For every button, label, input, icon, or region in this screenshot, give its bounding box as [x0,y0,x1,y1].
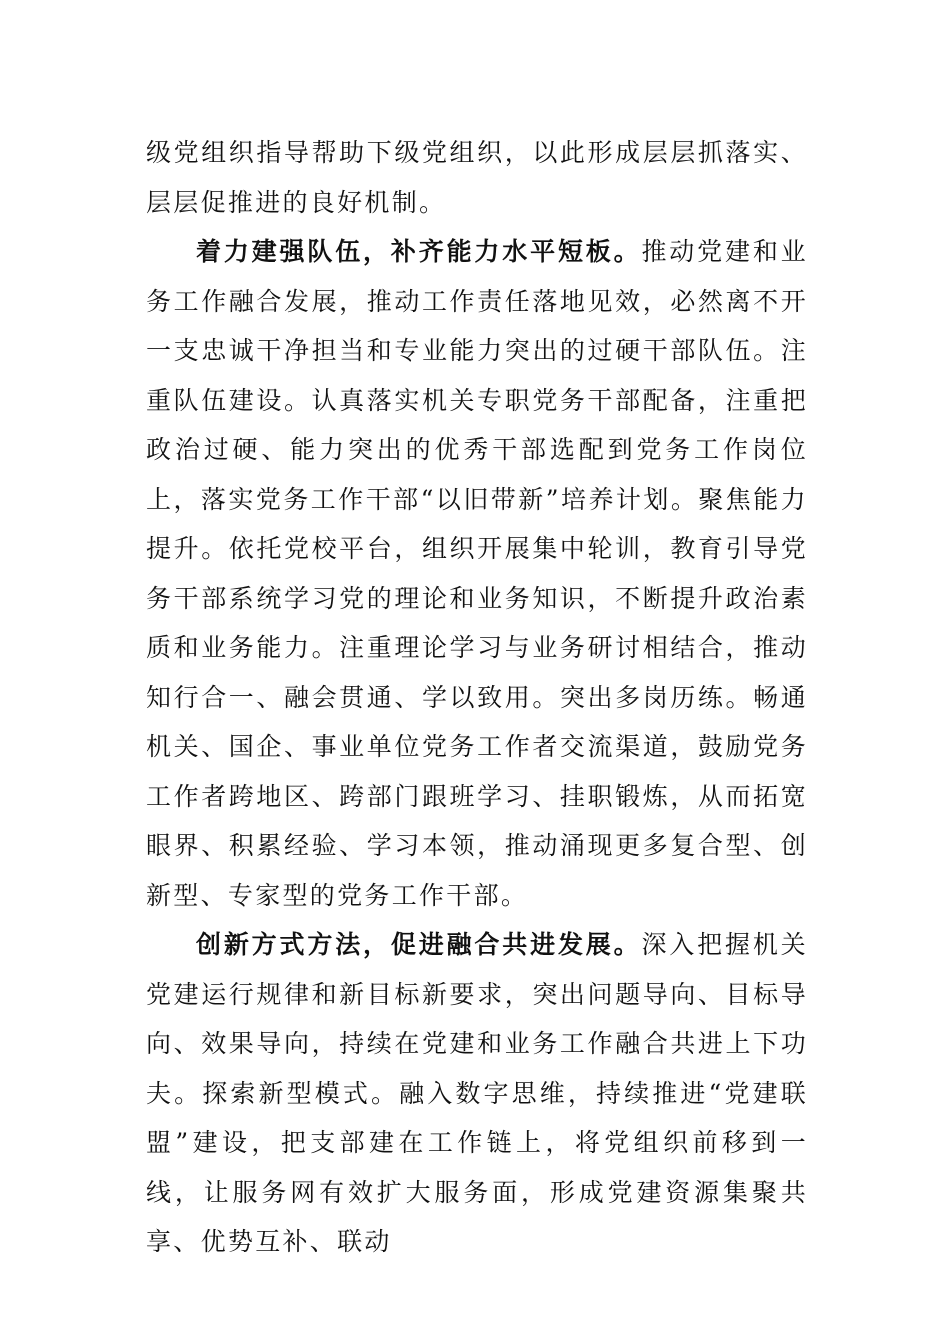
paragraph-body: 推动党建和业务工作融合发展，推动工作责任落地见效，必然离不开一支忠诚干净担当和专业能力突出的过硬干部队伍。注重队伍建设。认真落实机关专职党务干部配备，注重把政治过硬、能力突出的优秀干部选配到党务工作岗位上，落实党务工作干部“以旧带新”培养计划。聚焦能力提升。依托党校平台，组织开展集中轮训，教育引导党务干部系统学习党的理论和业务知识，不断提升政治素质和业务能力。注重理论学习与业务研讨相结合，推动知行合一、融会贯通、学以致用。突出多岗历练。畅通机关、国企、事业单位党务工作者交流渠道，鼓励党务工作者跨地区、跨部门跟班学习、挂职锻炼，从而拓宽眼界、积累经验、学习本领，推动涌现更多复合型、创新型、专家型的党务工作干部。 [146,237,808,910]
paragraph-team-building [146,227,808,920]
document-body [146,128,808,1267]
paragraph-heading: 创新方式方法，促进融合共进发展。 [196,930,642,959]
paragraph-innovation [146,920,808,1267]
paragraph-body: 深入把握机关党建运行规律和新目标新要求，突出问题导向、目标导向、效果导向，持续在党建和业务工作融合共进上下功夫。探索新型模式。融入数字思维，持续推进“党建联盟”建设，把支部建在工作链上，将党组织前移到一线，让服务网有效扩大服务面，形成党建资源集聚共享、优势互补、联动 [146,930,808,1256]
paragraph-continuation [146,128,808,227]
paragraph-body: 级党组织指导帮助下级党组织，以此形成层层抓落实、层层促推进的良好机制。 [146,138,808,217]
paragraph-heading: 着力建强队伍，补齐能力水平短板。 [196,237,642,266]
